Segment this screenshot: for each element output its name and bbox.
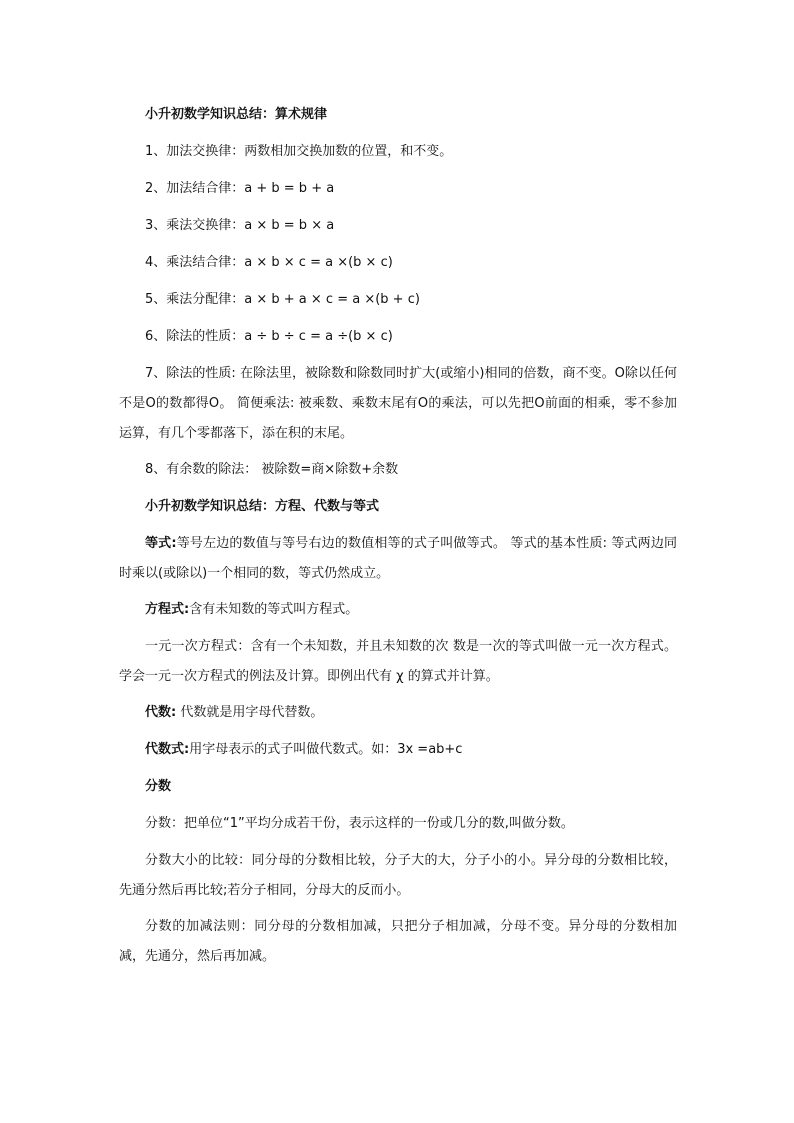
rule-item-4: 4、乘法结合律：a × b × c = a ×(b × c) — [145, 255, 393, 270]
definition-text-algebra: 代数就是用字母代替数。 — [176, 705, 324, 720]
fraction-comparison: 分数大小的比较：同分母的分数相比较，分子大的大，分子小的小。异分母的分数相比较，先通分然后再比较;若分子相同，分母大的反而小。 — [119, 853, 677, 898]
section-title-fractions: 分数 — [145, 779, 172, 794]
rule-item-6: 6、除法的性质：a ÷ b ÷ c = a ÷(b × c) — [145, 329, 393, 344]
definition-text-equation: 含有未知数的等式叫方程式。 — [189, 602, 359, 617]
definition-label-equality: 等式: — [145, 536, 177, 551]
rule-item-8: 8、有余数的除法： 被除数=商×除数+余数 — [145, 462, 399, 477]
rule-item-2: 2、加法结合律：a + b = b + a — [145, 181, 335, 196]
definition-text-equality: 等号左边的数值与等号右边的数值相等的式子叫做等式。 等式的基本性质: 等式两边同时乘以(或除以)一个相同的数，等式仍然成立。 — [119, 536, 677, 581]
rule-item-3: 3、乘法交换律：a × b = b × a — [145, 218, 335, 233]
section-title-arithmetic: 小升初数学知识总结：算术规律 — [145, 107, 328, 122]
fraction-definition: 分数：把单位“1”平均分成若干份，表示这样的一份或几分的数,叫做分数。 — [145, 816, 574, 831]
definition-equation — [119, 595, 677, 625]
definition-linear-equation: 一元一次方程式：含有一个未知数，并且未知数的次 数是一次的等式叫做一元一次方程式。学会一元一次方程式的例法及计算。即例出代有 χ 的算式并计算。 — [119, 639, 677, 684]
definition-label-algebra: 代数: — [145, 705, 177, 720]
fraction-add-subtract-rules: 分数的加减法则：同分母的分数相加减，只把分子相加减，分母不变。异分母的分数相加减，先通分，然后再加减。 — [119, 919, 677, 964]
document-content — [119, 100, 677, 978]
rule-item-1: 1、加法交换律：两数相加交换加数的位置，和不变。 — [145, 144, 453, 159]
section-title-equations: 小升初数学知识总结：方程、代数与等式 — [145, 499, 380, 514]
rule-item-5: 5、乘法分配律：a × b + a × c = a ×(b + c) — [145, 292, 420, 307]
definition-label-algebraic-expression: 代数式: — [145, 742, 190, 757]
definition-text-algebraic-expression: 用字母表示的式子叫做代数式。如：3x =ab+c — [189, 742, 463, 757]
definition-algebraic-expression — [119, 735, 677, 765]
rule-item-7: 7、除法的性质: 在除法里，被除数和除数同时扩大(或缩小)相同的倍数，商不变。O除以任何不是O的数都得O。 简便乘法: 被乘数、乘数末尾有O的乘法，可以先把O前面的相乘，零不参加运算，有几个零都落下，添在积的末尾。 — [119, 366, 677, 441]
definition-equality — [119, 529, 677, 589]
definition-label-equation: 方程式: — [145, 602, 190, 617]
definition-algebra — [119, 698, 677, 728]
